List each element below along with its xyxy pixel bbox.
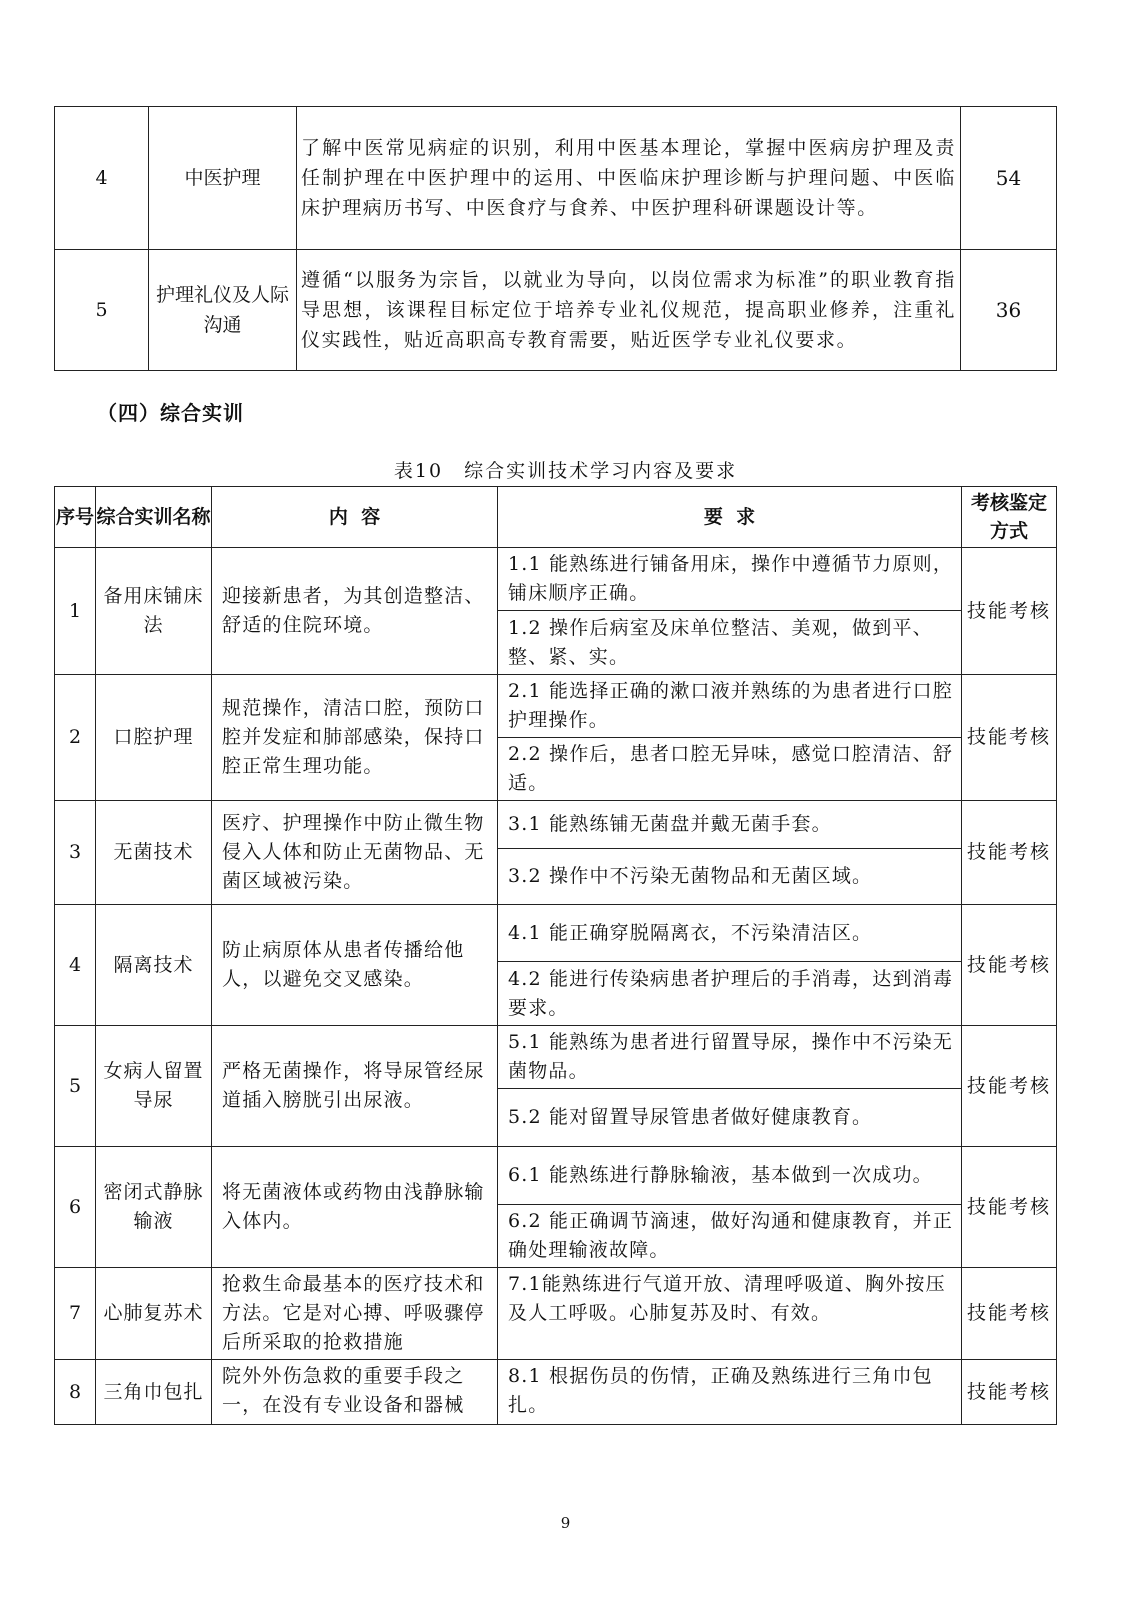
assessment-method: 技能考核 — [962, 801, 1057, 905]
training-content: 抢救生命最基本的医疗技术和方法。它是对心搏、呼吸骤停后所采取的抢救措施 — [212, 1268, 498, 1360]
training-requirement: 3.2 操作中不污染无菌物品和无菌区域。 — [498, 849, 962, 905]
training-number: 1 — [55, 548, 96, 675]
training-name: 无菌技术 — [96, 801, 212, 905]
page-number: 9 — [560, 1514, 571, 1532]
header-method: 考核鉴定方式 — [962, 487, 1057, 548]
assessment-method: 技能考核 — [962, 1026, 1057, 1147]
assessment-method: 技能考核 — [962, 675, 1057, 801]
training-requirement: 6.1 能熟练进行静脉输液，基本做到一次成功。 — [498, 1147, 962, 1205]
table-row — [55, 801, 1057, 849]
training-name: 备用床铺床法 — [96, 548, 212, 675]
assessment-method: 技能考核 — [962, 1147, 1057, 1268]
course-hours: 36 — [961, 250, 1057, 371]
training-requirement: 6.2 能正确调节滴速，做好沟通和健康教育，并正确处理输液故障。 — [498, 1205, 962, 1268]
training-requirement: 2.1 能选择正确的漱口液并熟练的为患者进行口腔护理操作。 — [498, 675, 962, 738]
table-row — [55, 675, 1057, 738]
course-hours: 54 — [961, 107, 1057, 250]
header-requirement: 要 求 — [498, 487, 962, 548]
header-content: 内 容 — [212, 487, 498, 548]
training-number: 5 — [55, 1026, 96, 1147]
training-number: 7 — [55, 1268, 96, 1360]
assessment-method: 技能考核 — [962, 905, 1057, 1026]
training-requirement: 8.1 根据伤员的伤情，正确及熟练进行三角巾包扎。 — [498, 1360, 962, 1425]
course-description: 了解中医常见病症的识别，利用中医基本理论，掌握中医病房护理及责任制护理在中医护理中的运用、中医临床护理诊断与护理问题、中医临床护理病历书写、中医食疗与食养、中医护理科研课题设计等。 — [297, 107, 961, 250]
table-row — [55, 1147, 1057, 1205]
table-caption: 表10 综合实训技术学习内容及要求 — [393, 460, 738, 482]
training-content: 防止病原体从患者传播给他人，以避免交叉感染。 — [212, 905, 498, 1026]
course-number: 5 — [55, 250, 149, 371]
training-number: 8 — [55, 1360, 96, 1425]
course-number: 4 — [55, 107, 149, 250]
training-content: 严格无菌操作，将导尿管经尿道插入膀胱引出尿液。 — [212, 1026, 498, 1147]
assessment-method: 技能考核 — [962, 548, 1057, 675]
training-content: 规范操作，清洁口腔，预防口腔并发症和肺部感染，保持口腔正常生理功能。 — [212, 675, 498, 801]
header-no: 序号 — [55, 487, 96, 548]
training-requirement: 3.1 能熟练铺无菌盘并戴无菌手套。 — [498, 801, 962, 849]
assessment-method: 技能考核 — [962, 1360, 1057, 1425]
training-name: 隔离技术 — [96, 905, 212, 1026]
training-number: 2 — [55, 675, 96, 801]
training-requirement: 5.2 能对留置导尿管患者做好健康教育。 — [498, 1089, 962, 1147]
training-requirement: 1.1 能熟练进行铺备用床，操作中遵循节力原则，铺床顺序正确。 — [498, 548, 962, 611]
table-row — [55, 1026, 1057, 1089]
training-requirement: 2.2 操作后，患者口腔无异味，感觉口腔清洁、舒适。 — [498, 738, 962, 801]
training-number: 6 — [55, 1147, 96, 1268]
course-table — [54, 106, 1057, 371]
training-requirement: 4.2 能进行传染病患者护理后的手消毒，达到消毒要求。 — [498, 962, 962, 1026]
assessment-method: 技能考核 — [962, 1268, 1057, 1360]
table-header-row — [55, 487, 1057, 548]
section-heading: （四）综合实训 — [97, 401, 244, 425]
training-name: 三角巾包扎 — [96, 1360, 212, 1425]
training-content: 院外外伤急救的重要手段之一，在没有专业设备和器械 — [212, 1360, 498, 1425]
table-row — [55, 107, 1057, 250]
table-row — [55, 905, 1057, 962]
training-name: 女病人留置导尿 — [96, 1026, 212, 1147]
table-row — [55, 1268, 1057, 1360]
training-number: 3 — [55, 801, 96, 905]
course-name: 中医护理 — [149, 107, 297, 250]
training-number: 4 — [55, 905, 96, 1026]
header-name: 综合实训名称 — [96, 487, 212, 548]
training-content: 将无菌液体或药物由浅静脉输入体内。 — [212, 1147, 498, 1268]
training-requirement: 4.1 能正确穿脱隔离衣，不污染清洁区。 — [498, 905, 962, 962]
table-row — [55, 1360, 1057, 1425]
course-name: 护理礼仪及人际沟通 — [149, 250, 297, 371]
training-requirement: 1.2 操作后病室及床单位整洁、美观，做到平、整、紧、实。 — [498, 611, 962, 675]
training-requirement: 5.1 能熟练为患者进行留置导尿，操作中不污染无菌物品。 — [498, 1026, 962, 1089]
training-requirement: 7.1能熟练进行气道开放、清理呼吸道、胸外按压及人工呼吸。心肺复苏及时、有效。 — [498, 1268, 962, 1360]
training-content: 医疗、护理操作中防止微生物侵入人体和防止无菌物品、无菌区域被污染。 — [212, 801, 498, 905]
training-name: 密闭式静脉输液 — [96, 1147, 212, 1268]
training-content: 迎接新患者，为其创造整洁、舒适的住院环境。 — [212, 548, 498, 675]
training-name: 心肺复苏术 — [96, 1268, 212, 1360]
table-row — [55, 548, 1057, 611]
table-row — [55, 250, 1057, 371]
course-description: 遵循“以服务为宗旨，以就业为导向，以岗位需求为标准”的职业教育指导思想，该课程目标定位于培养专业礼仪规范，提高职业修养，注重礼仪实践性，贴近高职高专教育需要，贴近医学专业礼仪要求。 — [297, 250, 961, 371]
training-name: 口腔护理 — [96, 675, 212, 801]
training-table — [54, 486, 1057, 1425]
